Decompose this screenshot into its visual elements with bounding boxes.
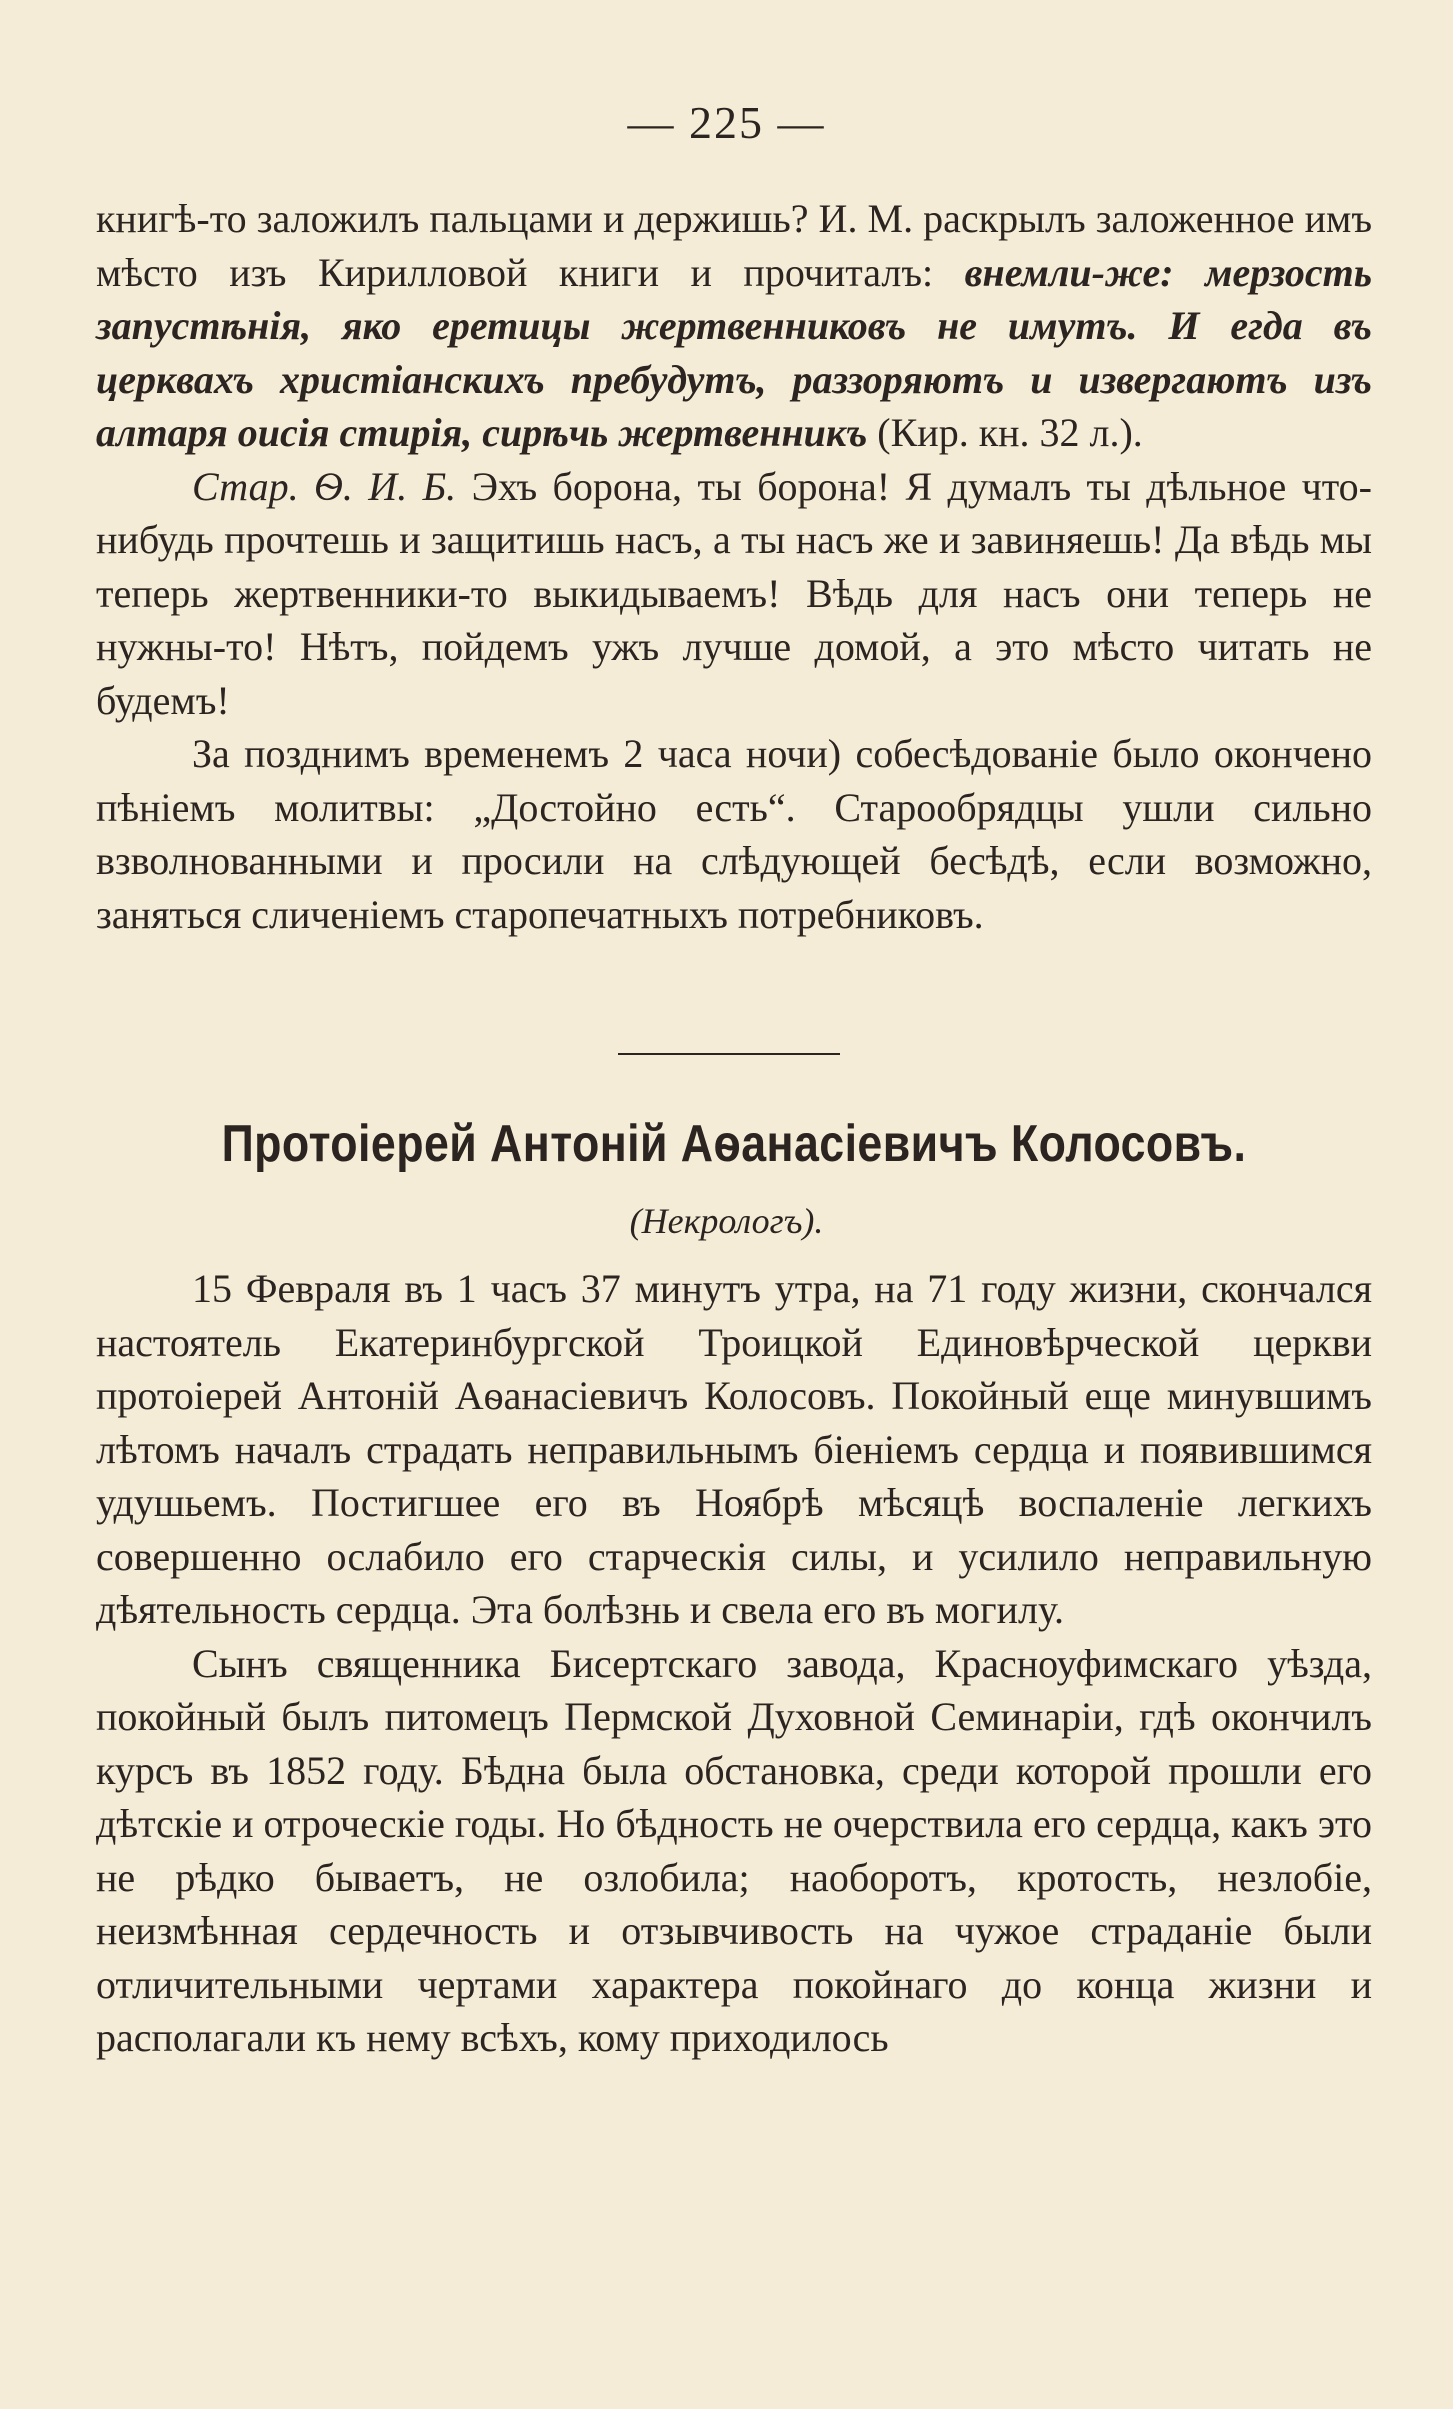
text-line: заложенное имъ мѣсто изъ Кирилловой книги и прочиталъ: [96, 196, 1373, 295]
article-subtitle: (Некрологъ). [629, 1201, 824, 1241]
obituary-paragraph: Сынъ священника Бисертскаго завода, Красноуфимскаго уѣзда, покойный былъ питомецъ Пермской Духовной Семинаріи, гдѣ окончилъ курсъ въ 1852 году. Бѣдна была обстановка, среди которой прошли его дѣтскіе и отроческіе годы. Но бѣдность не очерствила его сердца, какъ это не рѣдко бываетъ, не озлобила; наоборотъ, кротость, незлобіе, неизмѣнная сердечность и отзывчивость на чужое страданіе были отличительными чертами характера покойнаго до конца жизни и располагали къ нему всѣхъ, кому приходилось [96, 1640, 1372, 2060]
paragraph-quote [96, 192, 1372, 460]
page-number: — 225 — [627, 97, 826, 148]
obituary-body [96, 1262, 1372, 2065]
section-divider [618, 1053, 840, 1055]
obituary-paragraph: 15 Февраля въ 1 часъ 37 минутъ утра, на 71 году жизни, скончался настоятель Екатеринбургской Троицкой Единовѣрческой церкви протоіерей Антоній Аѳанасіевичъ Колосовъ. Покойный еще минувшимъ лѣтомъ началъ страдать неправильнымъ біеніемъ сердца и появившимся удушьемъ. Постигшее его въ Ноябрѣ мѣсяцѣ воспаленіе легкихъ совершенно ослабило его старческія силы, и усилило неправильную дѣятельность сердца. Эта болѣзнь и свела его въ могилу. [96, 1266, 1372, 1632]
dialogue-section [96, 192, 1372, 941]
paragraph-conclusion: За позднимъ временемъ 2 часа ночи) собесѣдованіе было окончено пѣніемъ молитвы: „Достойно есть“. Старообрядцы ушли сильно взволнованными и просили на слѣдующей бесѣдѣ, если возможно, заняться сличеніемъ старопечатныхъ потребниковъ. [96, 731, 1372, 937]
speaker-text: Эхъ борона, ты борона! Я думалъ ты дѣльное что-нибудь прочтешь и защитишь насъ, а ты насъ же и завиняешь! Да вѣдь мы теперь жертвенники-то выкидываемъ! Вѣдь для насъ они теперь не нужны-то! Нѣтъ, пойдемъ ужъ лучше домой, а это мѣсто читать не будемъ! [96, 463, 1372, 723]
scripture-quote: внемли-же: мерзость запустѣнія, яко еретицы жертвенниковъ не имутъ. И егда въ церквахъ христіанскихъ пребудутъ, раззоряютъ и извергаютъ изъ алтаря оисія стирія, сирѣчь жертвенникъ [96, 249, 1372, 455]
citation: (Кир. кн. 32 л.). [867, 410, 1143, 455]
paragraph-speaker [96, 460, 1372, 728]
article-title: Протоіерей Антоній Аѳанасіевичъ Колосовъ. [221, 1115, 1247, 1173]
speaker-label: Стар. Ѳ. И. Б. [192, 463, 457, 509]
text-line: книгѣ-то заложилъ пальцами и держишь? И. М. раскрылъ [96, 196, 1086, 241]
